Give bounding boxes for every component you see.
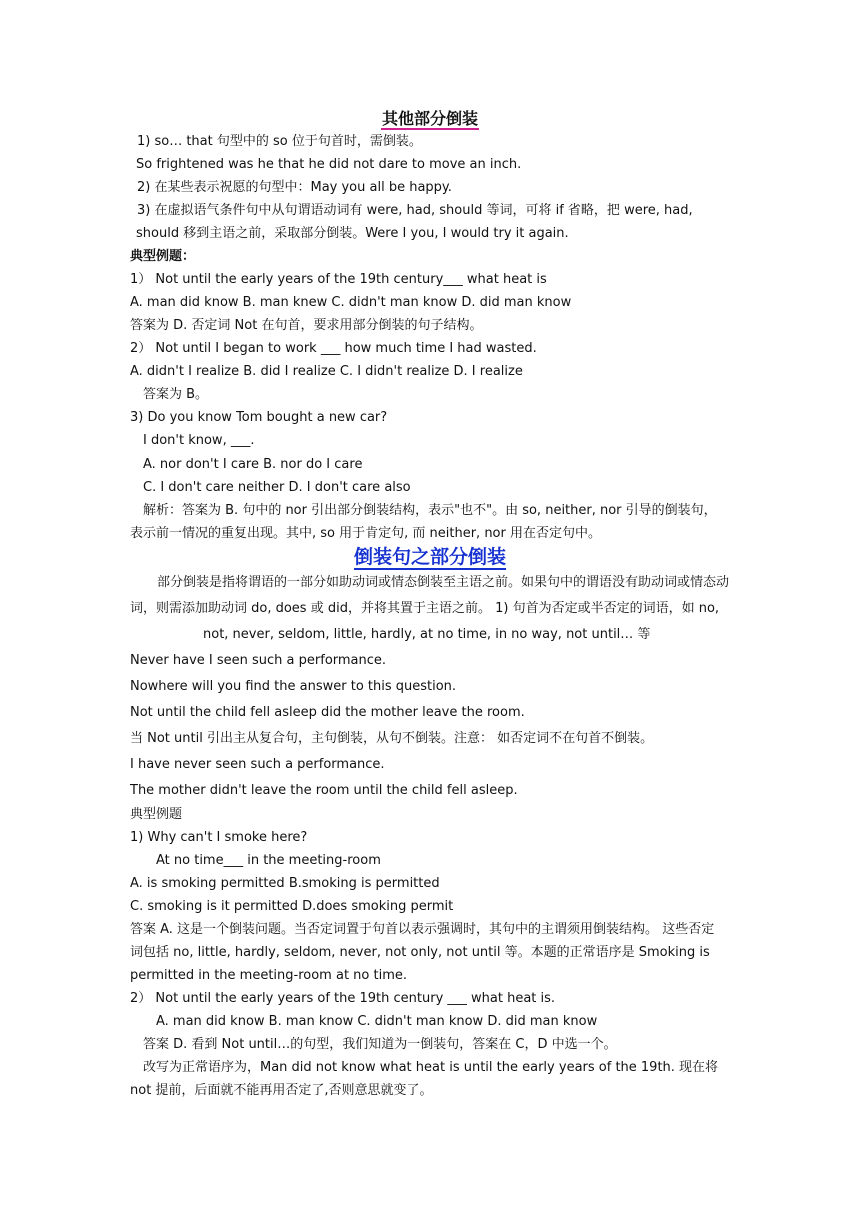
question-1-answer: 答案为 D. 否定词 Not 在句首，要求用部分倒装的句子结构。	[130, 318, 483, 333]
rule-1: 1) so… that 句型中的 so 位于句首时，需倒装。	[137, 134, 422, 149]
question-3-explanation-1: 解析：答案为 B. 句中的 nor 引出部分倒装结构，表示"也不"。由 so, neither, nor 引导的倒装句，	[143, 503, 717, 518]
s2-question-1-answer-1: 答案 A. 这是一个倒装问题。当否定词置于句首以表示强调时，其句中的主谓须用倒装结构。 这些否定	[130, 922, 715, 937]
example-sentence-2: Nowhere will you find the answer to this question.	[130, 679, 457, 694]
s2-question-1-answer-3: permitted in the meeting-room at no time.	[130, 968, 408, 983]
s2-question-2-explanation-2: not 提前，后面就不能再用否定了,否则意思就变了。	[130, 1083, 433, 1098]
question-3-explanation-2: 表示前一情况的重复出现。其中, so 用于肯定句, 而 neither, nor 用在否定句中。	[130, 526, 601, 541]
question-2-answer: 答案为 B。	[143, 387, 209, 402]
s2-question-1-options-1: A. is smoking permitted B.smoking is permitted	[130, 876, 440, 891]
question-3: 3) Do you know Tom bought a new car?	[130, 410, 388, 425]
rule-3-line-1: 3) 在虚拟语气条件句中从句谓语动词有 were, had, should 等词，可将 if 省略，把 were, had,	[137, 203, 693, 218]
example-sentence-3: Not until the child fell asleep did the mother leave the room.	[130, 705, 525, 720]
rule-1-example: So frightened was he that he did not dare to move an inch.	[136, 157, 522, 172]
intro-line-2: 词，则需添加助动词 do, does 或 did，并将其置于主语之前。 1) 句首为否定或半否定的词语，如 no,	[130, 601, 720, 616]
question-1: 1） Not until the early years of the 19th century___ what heat is	[130, 272, 547, 287]
intro-line-3: not, never, seldom, little, hardly, at no time, in no way, not until… 等	[203, 627, 651, 642]
s2-question-2-answer: 答案 D. 看到 Not until…的句型，我们知道为一倒装句，答案在 C，D 中选一个。	[143, 1037, 617, 1052]
s2-question-1: 1) Why can't I smoke here?	[130, 830, 308, 845]
s2-question-1-prompt: At no time___ in the meeting-room	[156, 853, 381, 868]
example-sentence-1: Never have I seen such a performance.	[130, 653, 387, 668]
examples-heading: 典型例题：	[130, 249, 196, 264]
section-2-title: 倒装句之部分倒装	[353, 546, 506, 568]
question-2-options: A. didn't I realize B. did I realize C. I didn't realize D. I realize	[130, 364, 523, 379]
s2-question-2-explanation-1: 改写为正常语序为，Man did not know what heat is until the early years of the 19th. 现在将	[143, 1060, 719, 1075]
rule-2: 2) 在某些表示祝愿的句型中：May you all be happy.	[137, 180, 452, 195]
s2-question-2-options: A. man did know B. man know C. didn't man know D. did man know	[156, 1014, 598, 1029]
example-sentence-4: I have never seen such a performance.	[130, 757, 385, 772]
question-1-options: A. man did know B. man knew C. didn't man know D. did man know	[130, 295, 572, 310]
intro-line-1: 部分倒装是指将谓语的一部分如助动词或情态倒装至主语之前。如果句中的谓语没有助动词或情态动	[157, 575, 730, 590]
question-3-options-1: A. nor don't I care B. nor do I care	[143, 457, 363, 472]
s2-question-1-answer-2: 词包括 no, little, hardly, seldom, never, not only, not until 等。本题的正常语序是 Smoking is	[130, 945, 710, 960]
rule-3-line-2: should 移到主语之前，采取部分倒装。Were I you, I would try it again.	[136, 226, 569, 241]
section-1-title: 其他部分倒装	[381, 109, 478, 128]
question-3-options-2: C. I don't care neither D. I don't care also	[143, 480, 411, 495]
s2-question-1-options-2: C. smoking is it permitted D.does smoking permit	[130, 899, 454, 914]
s2-question-2: 2） Not until the early years of the 19th century ___ what heat is.	[130, 991, 556, 1006]
example-sentence-5: The mother didn't leave the room until the child fell asleep.	[130, 783, 518, 798]
examples-heading-2: 典型例题	[130, 807, 183, 822]
question-3-prompt: I don't know, ___.	[143, 433, 255, 448]
note: 当 Not until 引出主从复合句，主句倒装，从句不倒装。注意： 如否定词不在句首不倒装。	[130, 731, 654, 746]
question-2: 2） Not until I began to work ___ how much time I had wasted.	[130, 341, 537, 356]
